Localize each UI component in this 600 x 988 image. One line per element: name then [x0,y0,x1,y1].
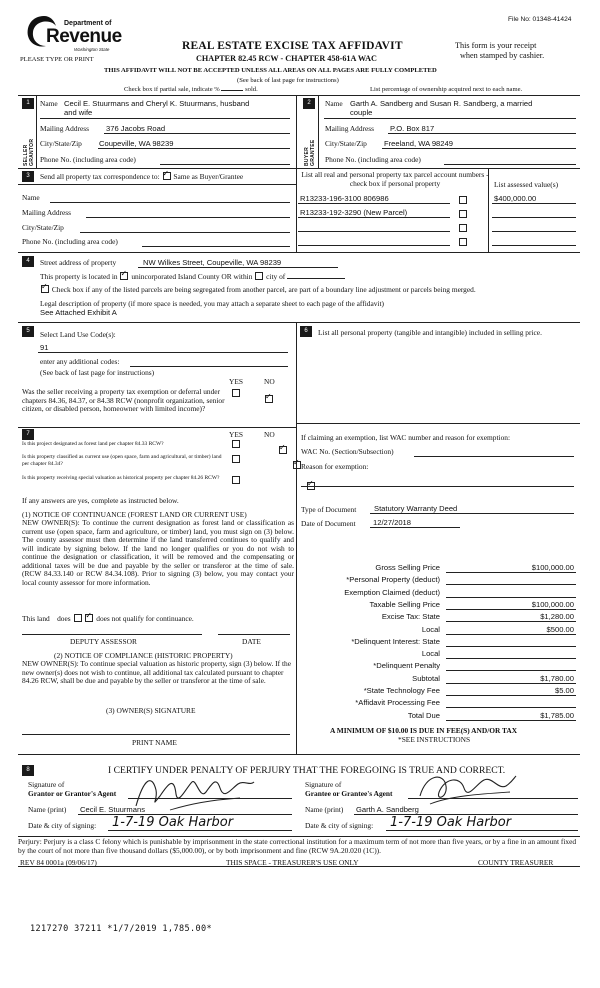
tax-label: *State Technology Fee [363,686,440,695]
forest-q1-no-checkbox[interactable] [279,446,287,454]
assessor-date: DATE [242,637,261,646]
grantee-print-name[interactable]: Garth A. Sandberg [356,805,419,814]
legal-description[interactable]: See Attached Exhibit A [40,308,117,317]
personal-property-label: List all personal property (tangible and intangible) included in selling price. [318,328,542,337]
forest-if-yes: If any answers are yes, complete as instructed below. [22,496,179,505]
this-land-label: This land [22,614,50,623]
send-correspondence-label: Send all property tax correspondence to: [40,172,160,181]
county-treasurer: COUNTY TREASURER [478,858,554,867]
buyer-mailing-label: Mailing Address [325,124,375,133]
grantor-sig-of: Signature of [28,780,65,789]
landuse-no: NO [264,377,275,386]
rev-label: REV 84 0001a (09/06/17) [20,858,97,867]
section-5-number: 5 [22,326,34,337]
notice2-title: (2) NOTICE OF COMPLIANCE (HISTORIC PROPERTY) [54,651,233,660]
located-line [40,272,345,281]
tax-label: Excise Tax: State [381,612,440,621]
tax-label: *Delinquent Penalty [373,661,440,670]
logo-dept: Department of [64,20,112,27]
street-address[interactable]: NW Wilkes Street, Coupeville, WA 98239 [143,258,282,267]
cashier-stamp: 1217270 37211 *1/7/2019 1,785.00* [30,924,213,934]
segregated-label: Check box if any of the listed parcels are being segregated from another parcel, are part of a boundary line adjustment or parcels being merged. [51,285,476,294]
corr-city-label: City/State/Zip [22,223,64,232]
exemption-claim: If claiming an exemption, list WAC number and reason for exemption: [301,433,511,442]
grantee-signature [410,766,520,810]
forest-yes: YES [229,430,243,439]
forest-q2-no-checkbox[interactable] [293,461,301,469]
parcel-number[interactable]: R13233-196-3100 806986 [300,194,389,203]
forest-q3-yes-checkbox[interactable] [232,476,240,484]
forest-q2-yes-checkbox[interactable] [232,455,240,463]
print-name-label: PRINT NAME [132,738,177,747]
unincorporated-checkbox[interactable] [120,272,128,280]
tax-value[interactable]: $100,000.00 [531,600,574,609]
exemption-yes-checkbox[interactable] [232,389,240,397]
forest-q3: Is this property receiving special valuation as historical property per chapter 84.26 RCW? [22,475,220,481]
parcel-number[interactable]: R13233-192-3290 (New Parcel) [300,208,408,217]
deputy-assessor: DEPUTY ASSESSOR [70,637,137,646]
send-correspondence [40,172,243,181]
section-4-number: 4 [22,256,34,267]
qualify-line [22,614,194,623]
file-number: File No: 01348-41424 [508,16,572,23]
grantee-date-label: Date & city of signing: [305,821,374,830]
warning-banner: THIS AFFIDAVIT WILL NOT BE ACCEPTED UNLESS ALL AREAS ON ALL PAGES ARE FULLY COMPLETED [104,67,437,74]
notice2-body: NEW OWNER(S): To continue special valuation as historic property, sign (3) below. If the new owner(s) does not wish to continue, all additional tax calculated pursuant to chapter 84.26 RCW, shall be due and payable by the seller or transferor at the time of sale. [22,659,291,685]
form-title: REAL ESTATE EXCISE TAX AFFIDAVIT [182,40,403,52]
forest-q1-yes-checkbox[interactable] [232,440,240,448]
buyer-name-cont[interactable]: couple [350,108,373,117]
minimum-fee: A MINIMUM OF $10.00 IS DUE IN FEE(S) AND/OR TAX [330,726,518,735]
dor-logo [22,12,122,58]
tax-label: *Personal Property (deduct) [346,575,440,584]
wac-label: WAC No. (Section/Subsection) [301,447,394,456]
tax-label: Local [421,625,440,634]
buyer-city-label: City/State/Zip [325,139,367,148]
notice1-title: (1) NOTICE OF CONTINUANCE (FOREST LAND OR CURRENT USE) [22,510,247,519]
treasurer-space: THIS SPACE - TREASURER'S USE ONLY [226,858,359,867]
grantee-agent-label: Grantee or Grantee's Agent [305,789,393,798]
corr-mailing-label: Mailing Address [22,208,72,217]
see-back-header: (See back of last page for instructions) [237,77,339,84]
tax-value[interactable]: $1,785.00 [540,711,574,720]
seller-mailing-label: Mailing Address [40,124,90,133]
doc-type-label: Type of Document [301,505,357,514]
personal-property-checkbox[interactable] [459,238,467,246]
sold-label: sold. [245,86,258,93]
segregated-line [40,285,476,294]
tax-label: Gross Selling Price [375,563,440,572]
personal-property-checkbox[interactable] [459,210,467,218]
personal-property-checkbox[interactable] [459,224,467,232]
seller-side-label: SELLER GRANTOR [23,138,35,166]
buyer-name-label: Name [325,99,343,108]
list-percentage: List percentage of ownership acquired next to each name. [370,86,523,93]
buyer-mailing[interactable]: P.O. Box 817 [390,124,435,133]
grantor-name-label: Name (print) [28,805,67,814]
parcels-header: List all real and personal property tax parcel account numbers - check box if personal property [301,170,489,188]
doc-date[interactable]: 12/27/2018 [373,518,412,527]
form-chapter: CHAPTER 82.45 RCW - CHAPTER 458-61A WAC [196,54,377,63]
exemption-question: Was the seller receiving a property tax exemption or deferral under chapters 84.36, 84.37, or 84.38 RCW (nonprofit organization, senior citizen, or disabled person, homeowner with limited income)? [22,387,225,413]
grantor-agent-label: Grantor or Grantor's Agent [28,789,117,798]
section-2-number: 2 [303,98,315,109]
receipt-note-1: This form is your receipt [455,41,537,50]
buyer-side-label: BUYER GRANTEE [304,139,316,166]
tax-value[interactable]: $1,280.00 [540,612,574,621]
landuse-label: Select Land Use Code(s): [40,330,116,339]
does-not-label: does not qualify for continuance. [96,614,194,623]
buyer-city[interactable]: Freeland, WA 98249 [384,139,453,148]
tax-value[interactable]: $500.00 [546,625,574,634]
see-instructions: *SEE INSTRUCTIONS [398,735,471,744]
legal-label: Legal description of property (if more space is needed, you may attach a separate sheet to each page of the affidavit) [40,299,384,308]
tax-label: Total Due [407,711,440,720]
buyer-name[interactable]: Garth A. Sandberg and Susan R. Sandberg, a married [350,99,533,108]
section-8-number: 8 [22,765,34,776]
tax-value[interactable]: $1,780.00 [540,674,574,683]
perjury-text: Perjury: Perjury is a class C felony which is punishable by imprisonment in the state correctional institution for a maximum term of not more than five years, or by a fine in an amount fixed by the court of not more than five thousand dollars ($5,000.00), or by both imprisonment and fine (RCW 9A.20.020 (1C)). [18,837,577,855]
segregated-checkbox[interactable] [41,285,49,293]
seller-name-cont[interactable]: and wife [64,108,93,117]
grantor-print-name[interactable]: Cecil E. Stuurmans [80,805,145,814]
please-type: PLEASE TYPE OR PRINT [20,56,94,63]
exemption-no-checkbox[interactable] [265,395,273,403]
seller-name-label: Name [40,99,58,108]
receipt-note-2: when stamped by cashier. [460,51,545,60]
city-of-label: city of [266,272,286,281]
section-6-number: 6 [300,326,312,337]
landuse-yes: YES [229,377,243,386]
certify-statement: I CERTIFY UNDER PENALTY OF PERJURY THAT THE FOREGOING IS TRUE AND CORRECT. [108,765,506,776]
forest-q1: Is this project designated as forest land per chapter 84.33 RCW? [22,441,164,447]
section-1-number: 1 [22,98,34,109]
does-label: does [57,614,71,623]
owner-signature-label: (3) OWNER(S) SIGNATURE [106,706,196,715]
does-qualify-checkbox[interactable] [74,614,82,622]
buyer-phone-label: Phone No. (including area code) [325,155,421,164]
assessed-header: List assessed value(s) [494,180,559,189]
forest-q2: Is this property classified as current use (open space, farm and agricultural, or timber) land per chapter 84.34? [22,454,222,467]
landuse-code[interactable]: 91 [40,343,49,352]
tax-label: *Affidavit Processing Fee [355,698,440,707]
grantor-date-label: Date & city of signing: [28,821,97,830]
doc-date-label: Date of Document [301,519,356,528]
partial-sale [124,86,258,93]
personal-property-checkbox[interactable] [459,196,467,204]
city-checkbox[interactable] [255,272,263,280]
corr-name-label: Name [22,193,40,202]
grantor-signature [130,770,260,814]
logo-state: Washington State [74,47,110,52]
located-county: unincorporated Island County OR within [131,272,253,281]
assessed-value[interactable]: $400,000.00 [494,194,537,203]
seller-name[interactable]: Cecil E. Stuurmans and Cheryl K. Stuurmans, husband [64,99,250,108]
seller-city[interactable]: Coupeville, WA 98239 [99,139,174,148]
section-7-number: 7 [22,429,34,440]
seller-mailing[interactable]: 376 Jacobs Road [106,124,166,133]
seller-phone-label: Phone No. (including area code) [40,155,136,164]
tax-label: *Delinquent Interest: State [351,637,440,646]
grantee-date-city[interactable]: 1-7-19 Oak Harbor [390,815,512,830]
additional-codes: enter any additional codes: [40,357,120,366]
grantor-date-city[interactable]: 1-7-19 Oak Harbor [112,815,234,830]
same-as-buyer-checkbox[interactable] [163,172,171,180]
tax-label: Local [421,649,440,658]
grantee-sig-of: Signature of [305,780,342,789]
tax-value[interactable]: $100,000.00 [531,563,574,572]
forest-no: NO [264,430,275,439]
grantee-name-label: Name (print) [305,805,344,814]
does-not-qualify-checkbox[interactable] [85,614,93,622]
reason-label: Reason for exemption: [301,462,369,471]
corr-phone-label: Phone No. (including area code) [22,237,118,246]
same-as-buyer-label: Same as Buyer/Grantee [173,172,244,181]
street-label: Street address of property [40,258,117,267]
tax-label: Taxable Selling Price [369,600,440,609]
logo-revenue: Revenue [46,26,122,47]
tax-value[interactable]: $5.00 [554,686,574,695]
notice1-body: NEW OWNER(S): To continue the current designation as forest land or classification as current use (open space, farm and agriculture, or timber) land, you must sign on (3) below. The county assessor must then determine if the land transferred continues to qualify and will indicate by signing below. If the land no longer qualifies or you do not wish to continue the designation or classification, it will be removed and the compensating or additional taxes will be due and payable by the seller or transferor at the time of sale. (RCW 84.33.140 or RCW 84.34.108). Prior to signing (3) below, you may contact your local county assessor for more information. [22,518,294,587]
seller-city-label: City/State/Zip [40,139,82,148]
tax-label: Exemption Claimed (deduct) [344,588,440,597]
tax-label: Subtotal [412,674,440,683]
partial-sale-label: Check box if partial sale, indicate % [124,86,220,93]
landuse-see-back: (See back of last page for instructions) [40,368,155,377]
located-label: This property is located in [40,272,118,281]
doc-type[interactable]: Statutory Warranty Deed [374,504,458,513]
section-3-number: 3 [22,171,34,182]
